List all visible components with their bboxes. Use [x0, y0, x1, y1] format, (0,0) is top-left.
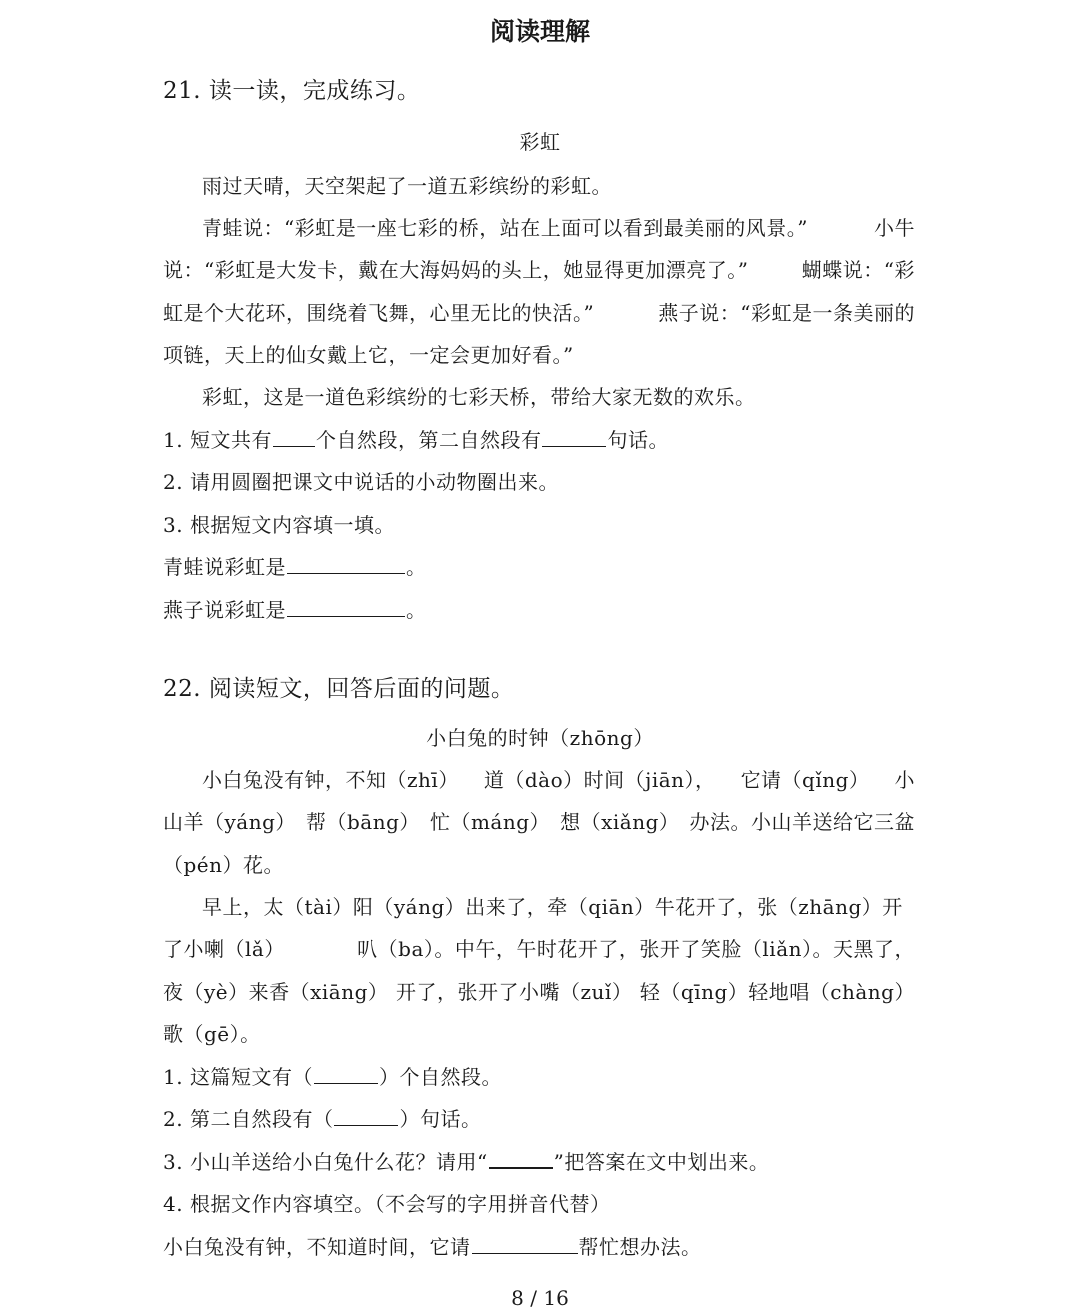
- q21-paragraph-1: 雨过天晴，天空架起了一道五彩缤纷的彩虹。: [202, 174, 612, 198]
- q22-paragraph-2-line-3: [163, 976, 915, 1005]
- q22-paragraph-1-line-2: [163, 806, 915, 835]
- q21-fill-text: 。: [406, 555, 427, 579]
- q22-exercise-2: [163, 1103, 481, 1132]
- q22-ex-text: ”把答案在文中划出来。: [553, 1150, 770, 1174]
- q22-paragraph-2-line-1: [202, 891, 915, 920]
- q22-ex-text: ）句话。: [399, 1107, 482, 1131]
- q21-fill-swallow: [163, 594, 427, 623]
- q21-exercise-2: 2. 请用圆圈把课文中说话的小动物圈出来。: [163, 470, 559, 494]
- q21-text: 小牛: [874, 216, 915, 240]
- q22-text: 它请（qǐng）: [740, 768, 870, 792]
- q22-text: 帮（bāng）: [305, 810, 420, 834]
- q21-text: 蝴蝶说：“彩: [801, 258, 915, 282]
- q22-ex-text: ）个自然段。: [378, 1065, 502, 1089]
- q21-paragraph-2-line-4: 项链，天上的仙女戴上它，一定会更加好看。”: [163, 343, 574, 367]
- q22-text: 忙（máng）: [429, 810, 551, 834]
- q22-text: 想（xiǎng）: [560, 810, 680, 834]
- q21-paragraph-2-line-3: [163, 297, 915, 326]
- q22-text: 夜（yè）来香（xiāng）: [163, 980, 389, 1004]
- q22-paragraph-1-line-1: [202, 764, 915, 793]
- q22-ex-text: 2. 第二自然段有（: [163, 1107, 334, 1131]
- q22-story-title: 小白兔的时钟（zhōng）: [426, 726, 654, 750]
- q21-fill-text: 。: [406, 598, 427, 622]
- q21-paragraph-2-line-2: [163, 254, 915, 283]
- q22-text: 道（dào）时间（jiān），: [483, 768, 716, 792]
- q22-fill: [163, 1231, 702, 1260]
- q21-text: 青蛙说：“彩虹是一座七彩的桥，站在上面可以看到最美丽的风景。”: [202, 216, 808, 240]
- q21-fill-frog: [163, 551, 427, 580]
- answer-blank[interactable]: [472, 1233, 578, 1254]
- q22-exercise-4: 4. 根据文作内容填空。（不会写的字用拼音代替）: [163, 1192, 611, 1216]
- answer-blank[interactable]: [334, 1105, 398, 1126]
- q21-story-title: 彩虹: [519, 130, 561, 154]
- q21-heading: 21. 读一读，完成练习。: [163, 78, 421, 104]
- q21-text: 燕子说：“彩虹是一条美丽的: [658, 301, 915, 325]
- answer-blank[interactable]: [287, 553, 405, 574]
- q22-text: 开了，张开了小嘴（zuǐ）: [396, 980, 633, 1004]
- answer-blank[interactable]: [273, 426, 315, 447]
- q22-text: 山羊（yáng）: [163, 810, 296, 834]
- q21-paragraph-3: 彩虹，这是一道色彩缤纷的七彩天桥，带给大家无数的欢乐。: [202, 385, 756, 409]
- q22-fill-text: 帮忙想办法。: [578, 1235, 702, 1259]
- q21-text: 虹是个大花环，围绕着飞舞，心里无比的快活。”: [163, 301, 595, 325]
- q22-text: 办法。小山羊送给它三盆: [689, 810, 915, 834]
- answer-blank[interactable]: [314, 1063, 378, 1084]
- q21-exercise-3: 3. 根据短文内容填一填。: [163, 513, 395, 537]
- page-number: 8 / 16: [511, 1286, 569, 1310]
- q22-heading: 22. 阅读短文，回答后面的问题。: [163, 676, 515, 702]
- q22-paragraph-1-line-3: （pén）花。: [163, 853, 285, 877]
- q22-paragraph-2-line-4: 歌（gē）。: [163, 1022, 261, 1046]
- q22-ex-text: 1. 这篇短文有（: [163, 1065, 313, 1089]
- q21-paragraph-2-line-1: [202, 212, 915, 241]
- q22-ex-text: 3. 小山羊送给小白兔什么花？请用“: [163, 1150, 488, 1174]
- q22-fill-text: 小白兔没有钟，不知道时间，它请: [163, 1235, 471, 1259]
- q22-text: 了小喇（lǎ）: [163, 937, 285, 961]
- underline-symbol: [489, 1147, 553, 1169]
- page-title: 阅读理解: [489, 17, 590, 46]
- q21-fill-text: 燕子说彩虹是: [163, 598, 286, 622]
- q22-text: 小白兔没有钟，不知（zhī）: [202, 768, 459, 792]
- q21-fill-text: 青蛙说彩虹是: [163, 555, 286, 579]
- q22-exercise-3: [163, 1146, 769, 1175]
- q21-ex1-text: 个自然段，第二自然段有: [315, 428, 542, 452]
- q22-text: 小: [894, 768, 915, 792]
- q22-paragraph-2-line-2: [163, 933, 915, 962]
- answer-blank[interactable]: [542, 426, 606, 447]
- q22-text: 轻（qīng）轻地唱（chàng）: [639, 980, 915, 1004]
- q22-exercise-1: [163, 1061, 502, 1090]
- q21-text: 说：“彩虹是大发卡，戴在大海妈妈的头上，她显得更加漂亮了。”: [163, 258, 749, 282]
- q21-ex1-text: 句话。: [607, 428, 669, 452]
- q22-text: 早上，太（tài）阳（yáng）出来了，牵（qiān）牛花开了，张（zhāng）开: [202, 895, 903, 919]
- q22-text: 叭（ba）。中午，午时花开了，张开了笑脸（liǎn）。天黑了，: [357, 937, 915, 961]
- answer-blank[interactable]: [287, 596, 405, 617]
- q21-ex1-text: 1. 短文共有: [163, 428, 272, 452]
- q21-exercise-1: [163, 424, 669, 453]
